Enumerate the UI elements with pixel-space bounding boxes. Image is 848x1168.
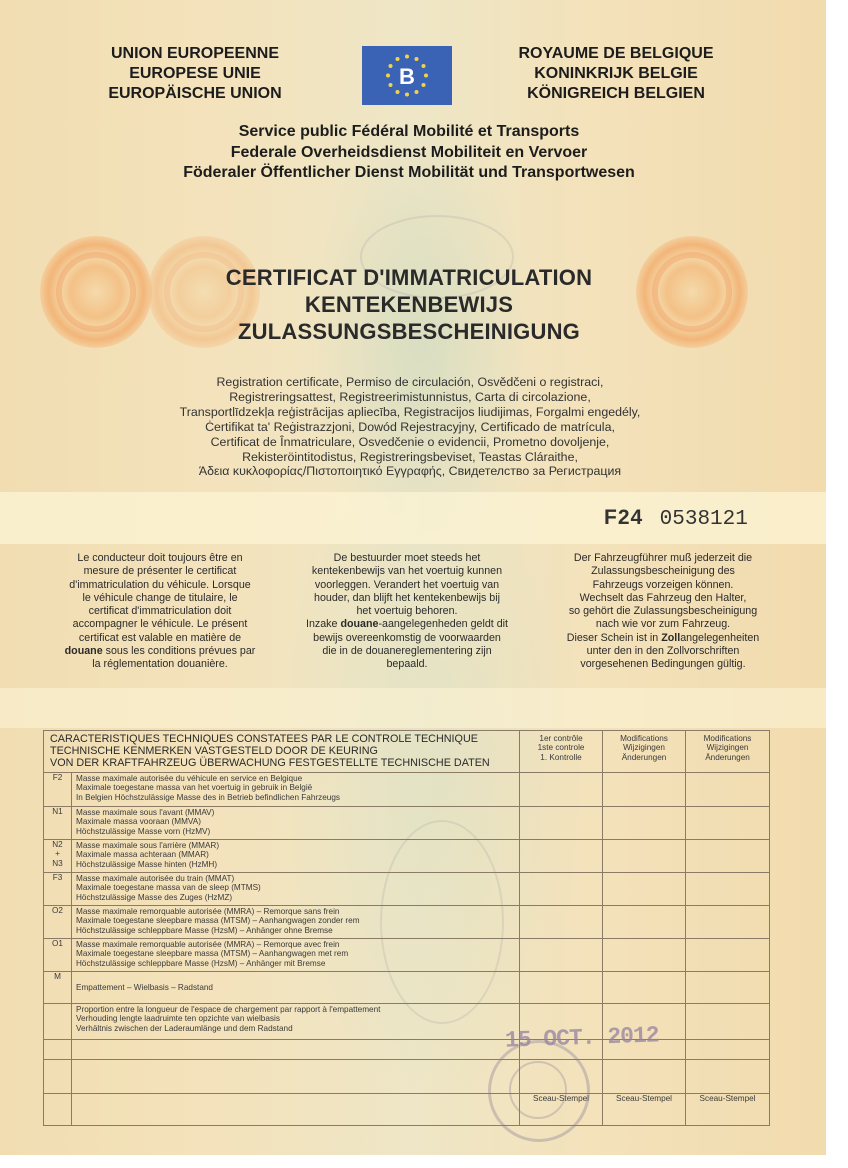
- value-cell: [686, 906, 770, 939]
- column-header-line: 1. Kontrolle: [540, 752, 582, 762]
- instruction-bold: douane: [64, 645, 103, 658]
- value-cell: [520, 807, 603, 840]
- value-cell: [686, 873, 770, 906]
- column-header-line: Änderungen: [705, 752, 750, 762]
- value-cell: [686, 972, 770, 1004]
- row-description-line: Maximale massa achteraan (MMAR): [76, 850, 209, 860]
- instruction-post: -aangelegenheden geldt dit: [378, 618, 509, 631]
- table-row: [44, 906, 770, 939]
- table-row: [44, 807, 770, 840]
- row-description-line: Masse maximale autorisée du véhicule en service en Belgique: [76, 774, 303, 783]
- flag-star: [405, 55, 409, 59]
- value-cell: [686, 840, 770, 873]
- instruction-line: nach wie vor zum Fahrzeug.: [595, 618, 731, 631]
- instruction-line: vorgesehenen Bedingungen gültig.: [580, 658, 746, 671]
- row-description: [72, 840, 520, 873]
- eu-flag: [362, 46, 452, 105]
- technical-characteristics-table: [43, 730, 770, 1126]
- table-row: [44, 873, 770, 906]
- row-description-line: Höchstzulässige schleppbare Masse (HzsM) – Anhänger mit Bremse: [76, 958, 326, 968]
- instruction-line: Wechselt das Fahrzeug den Halter,: [579, 591, 747, 604]
- value-cell: [520, 906, 603, 939]
- row-description-line: Masse maximale sous l'avant (MMAV): [76, 808, 215, 817]
- value-cell: [686, 939, 770, 972]
- service-line: Service public Fédéral Mobilité et Transports: [238, 123, 580, 140]
- row-code-line: N1: [52, 807, 63, 816]
- instruction-line: bepaald.: [386, 658, 428, 671]
- flag-letter: B: [399, 64, 415, 89]
- row-description-line: Maximale massa vooraan (MMVA): [76, 817, 201, 827]
- value-cell: [520, 972, 603, 1004]
- eu-header-line: EUROPÄISCHE UNION: [108, 85, 282, 102]
- table-row: [44, 840, 770, 873]
- country-header-line: KÖNIGREICH BELGIEN: [527, 85, 705, 102]
- blank-row: [44, 1040, 770, 1060]
- table-header-row: [44, 731, 770, 773]
- row-description-line: Höchstzulässige schleppbare Masse (HzsM) – Anhänger ohne Bremse: [76, 925, 333, 935]
- row-code: [44, 840, 72, 873]
- title-line: CERTIFICAT D'IMMATRICULATION: [225, 265, 593, 290]
- value-cell: [686, 807, 770, 840]
- table-row: [44, 939, 770, 972]
- instruction-line: voorleggen. Verandert het voertuig van: [314, 578, 500, 591]
- stamp-cell: Sceau-Stempel: [520, 1094, 603, 1126]
- row-description: [72, 972, 520, 1004]
- row-code-line: N3: [52, 858, 63, 868]
- flag-star: [396, 57, 400, 61]
- row-description-line: Maximale toegestane massa van de sleep (MTMS): [76, 883, 261, 893]
- column-header-line: Änderungen: [621, 752, 667, 762]
- column-header-line: Modifications: [620, 734, 668, 743]
- row-description: [72, 773, 520, 807]
- left-rosette-ornament: [40, 236, 152, 348]
- column-header-line: Wijzigingen: [706, 743, 749, 753]
- instruction-pre: Inzake: [305, 618, 341, 631]
- instruction-line: certificat est valable en matière de: [78, 631, 242, 644]
- instruction-line: bewijs overeenkomstig de voorwaarden: [313, 631, 501, 644]
- instruction-line: le véhicule change de titulaire, le: [82, 591, 238, 604]
- instruction-line: kentekenbewijs van het voertuig kunnen: [311, 565, 503, 578]
- value-cell: [603, 873, 686, 906]
- row-description-line: Maximale toegestane sleepbare massa (MTSM) – Aanhangwagen met rem: [76, 949, 349, 959]
- row-description-line: Masse maximale remorquable autorisée (MMRA) – Remorque sans frein: [76, 907, 340, 916]
- row-description-line: Empattement – Wielbasis – Radstand: [76, 983, 213, 993]
- multilingual-titles: [110, 375, 710, 479]
- multilingual-line: Registration certificate, Permiso de circulación, Osvědčeni o registraci,: [216, 375, 604, 389]
- instruction-pre: Dieser Schein ist in: [566, 631, 662, 644]
- value-cell: [520, 840, 603, 873]
- flag-star: [386, 74, 390, 78]
- flag-star: [422, 83, 426, 87]
- flag-star: [389, 83, 393, 87]
- row-code-line: N2: [52, 840, 63, 849]
- instruction-line: houder, dan blijft het kentekenbewijs bij: [314, 591, 500, 604]
- multilingual-line: Transportlīdzekļa reģistrācijas apliecība, Registracijos liudijimas, Forgalmi engedély,: [179, 404, 641, 419]
- row-code: [44, 972, 72, 1004]
- row-code-line: +: [55, 849, 60, 859]
- instructions-de: [545, 552, 781, 672]
- value-cell: [603, 906, 686, 939]
- service-line: Federale Overheidsdienst Mobiliteit en Vervoer: [230, 143, 588, 161]
- row-code: [44, 873, 72, 906]
- column-header-modifications: [686, 731, 770, 773]
- row-code-line: M: [54, 972, 61, 981]
- table-heading-line: VON DER KRAFTFAHRZEUG ÜBERWACHUNG FESTGESTELLTE TECHNISCHE DATEN: [50, 756, 490, 769]
- row-code: [44, 773, 72, 807]
- column-header-modifications: [603, 731, 686, 773]
- value-cell: [520, 873, 603, 906]
- country-header-line: KONINKRIJK BELGIE: [534, 65, 698, 82]
- document-title: [160, 264, 658, 345]
- document-number: [604, 506, 794, 532]
- row-description: [72, 906, 520, 939]
- table-heading-line: CARACTERISTIQUES TECHNIQUES CONSTATEES PAR LE CONTROLE TECHNIQUE: [50, 733, 478, 745]
- official-round-stamp: [488, 1040, 590, 1142]
- row-description: [72, 807, 520, 840]
- instruction-line: certificat d'immatriculation doit: [88, 605, 232, 618]
- stamp-cell: Sceau-Stempel: [686, 1094, 770, 1126]
- row-description-line: Maximale toegestane sleepbare massa (MTSM) – Aanhangwagen zonder rem: [76, 916, 360, 926]
- instruction-line: unter den in den Zollvorschriften: [586, 645, 740, 658]
- stamp-row: [44, 1094, 770, 1126]
- instruction-line: Le conducteur doit toujours être en: [77, 552, 243, 564]
- issuing-service: [100, 122, 718, 184]
- flag-star: [396, 90, 400, 94]
- row-description-line: In Belgien Höchstzulässige Masse des in Betrieb befindlichen Fahrzeugs: [76, 792, 340, 802]
- row-code: [44, 906, 72, 939]
- column-header-first-control: [520, 731, 603, 773]
- instruction-line: Der Fahrzeugführer muß jederzeit die: [573, 552, 753, 564]
- instruction-line: d'immatriculation du véhicule. Lorsque: [69, 578, 251, 591]
- instruction-line: mesure de présenter le certificat: [83, 565, 237, 578]
- table-row: [44, 773, 770, 807]
- row-code: [44, 1004, 72, 1040]
- flag-star: [389, 64, 393, 68]
- instruction-post: angelegenheiten: [680, 631, 760, 644]
- table-heading: [44, 731, 520, 773]
- instruction-line: [50, 645, 270, 658]
- multilingual-line: Rekisteröintitodistus, Registreringsbeviset, Teastas Cláraithe,: [242, 449, 578, 464]
- multilingual-line: Certificat de Înmatriculare, Osvedčenie o evidencii, Prometno dovoljenje,: [210, 434, 610, 449]
- eu-header: [80, 44, 310, 104]
- value-cell: [603, 939, 686, 972]
- column-header-line: 1er contrôle: [539, 734, 583, 743]
- row-code-line: O2: [52, 906, 63, 915]
- instructions-nl: [290, 552, 524, 672]
- column-header-line: Modifications: [703, 734, 752, 743]
- eu-header-line: EUROPESE UNIE: [129, 65, 261, 82]
- flag-star: [405, 93, 409, 97]
- row-description-line: Masse maximale sous l'arrière (MMAR): [76, 841, 220, 850]
- value-cell: [686, 1004, 770, 1040]
- row-description-line: Proportion entre la longueur de l'espace de chargement par rapport à l'empattement: [76, 1005, 381, 1014]
- row-description: [72, 1004, 520, 1040]
- row-description: [72, 873, 520, 906]
- table-row: [44, 1004, 770, 1040]
- instruction-line: De bestuurder moet steeds het: [333, 552, 481, 564]
- row-description-line: Höchstzulässige Masse des Zuges (HzMZ): [76, 892, 233, 902]
- title-line: KENTEKENBEWIJS: [304, 292, 514, 317]
- instruction-bold: douane: [340, 618, 379, 631]
- row-code-line: F2: [52, 773, 63, 782]
- instruction-line: Zulassungsbescheinigung des: [591, 565, 735, 578]
- instructions-fr: [50, 552, 270, 672]
- flag-star: [424, 74, 428, 78]
- country-header-line: ROYAUME DE BELGIQUE: [518, 45, 714, 62]
- row-code: [44, 939, 72, 972]
- flag-star: [415, 57, 419, 61]
- title-line: ZULASSUNGSBESCHEINIGUNG: [238, 319, 580, 344]
- row-description-line: Höchstzulässige Masse vorn (HzMV): [76, 826, 211, 836]
- instruction-line: accompagner le véhicule. Le présent: [72, 618, 248, 631]
- multilingual-line: Άδεια κυκλοφορίας/Πιστοποιητικό Εγγραφής, Свидетелство за Регистрация: [198, 464, 622, 479]
- stamp-cell: Sceau-Stempel: [603, 1094, 686, 1126]
- flag-star: [415, 90, 419, 94]
- row-description-line: Masse maximale autorisée du train (MMAT): [76, 874, 235, 883]
- lower-band: [0, 688, 826, 728]
- instruction-line: die in de douanereglementering zijn: [322, 645, 492, 658]
- document-number-prefix: F24: [604, 506, 644, 529]
- blank-row: [44, 1060, 770, 1094]
- instruction-tail: sous les conditions prévues par: [102, 645, 256, 658]
- table-row: [44, 972, 770, 1004]
- row-description-line: Höchstzulässige Masse hinten (HzMH): [76, 859, 218, 869]
- date-stamp: 15 OCT. 2012: [504, 1022, 660, 1054]
- value-cell: [603, 972, 686, 1004]
- eu-header-line: UNION EUROPEENNE: [110, 45, 280, 62]
- row-code-line: O1: [52, 939, 63, 948]
- instruction-bold: Zoll: [661, 631, 681, 644]
- row-description-line: Verhältnis zwischen der Laderaumlänge und dem Radstand: [76, 1023, 293, 1033]
- value-cell: [603, 773, 686, 807]
- service-line: Föderaler Öffentlicher Dienst Mobilität und Transportwesen: [183, 164, 635, 181]
- value-cell: [603, 840, 686, 873]
- flag-star: [422, 64, 426, 68]
- value-cell: [520, 773, 603, 807]
- multilingual-line: Ċertifikat ta' Reġistrazzjoni, Dowód Rejestracyjny, Certificado de matrícula,: [205, 419, 615, 434]
- value-cell: [686, 773, 770, 807]
- row-code: [44, 807, 72, 840]
- multilingual-line: Registreringsattest, Registreerimistunnistus, Carta di circolazione,: [229, 389, 591, 404]
- column-header-line: 1ste controle: [537, 743, 585, 753]
- instruction-line: la réglementation douanière.: [92, 658, 228, 671]
- row-description-line: Masse maximale remorquable autorisée (MMRA) – Remorque avec frein: [76, 940, 340, 949]
- column-header-line: Wijzigingen: [623, 743, 665, 753]
- instruction-line: Fahrzeugs vorzeigen können.: [592, 578, 734, 591]
- row-description-line: Verhouding lengte laadruimte ten opzichte van wielbasis: [76, 1014, 280, 1024]
- instruction-line: het voertuig behoren.: [356, 605, 458, 618]
- value-cell: [520, 939, 603, 972]
- instruction-line: [545, 632, 781, 645]
- instruction-line: [290, 618, 524, 631]
- document-number-value: 0538121: [659, 508, 748, 531]
- value-cell: [603, 807, 686, 840]
- row-description: [72, 939, 520, 972]
- country-header: [500, 44, 732, 104]
- row-code-line: F3: [52, 873, 63, 882]
- instruction-line: so gehört die Zulassungsbescheinigung: [568, 605, 758, 618]
- row-description-line: Maximale toegestane massa van het voertuig in gebruik in België: [76, 783, 313, 793]
- table-heading-line: TECHNISCHE KENMERKEN VASTGESTELD DOOR DE KEURING: [50, 744, 378, 757]
